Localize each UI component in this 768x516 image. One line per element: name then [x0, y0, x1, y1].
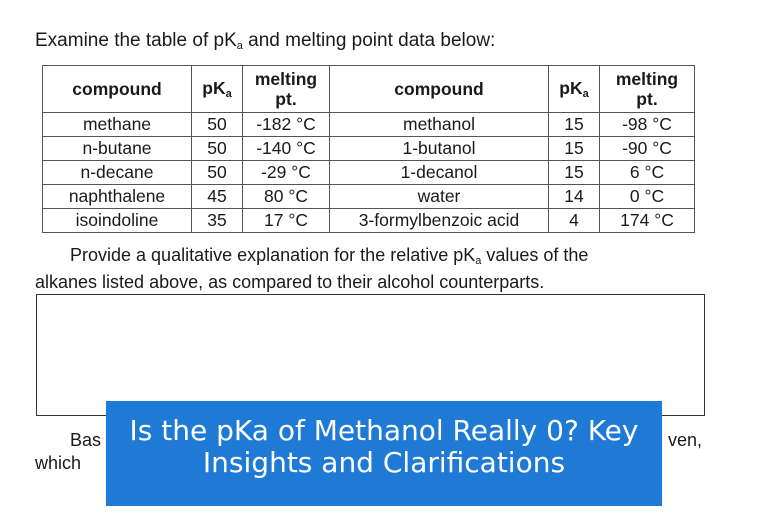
compound-cell: water — [330, 185, 549, 209]
table-header-row — [43, 66, 695, 113]
compound-cell: n-butane — [43, 137, 192, 161]
compound-cell: isoindoline — [43, 209, 192, 233]
partial-text-right-1: ven, — [668, 430, 703, 450]
melting-cell: -98 °C — [600, 113, 695, 137]
pka-cell: 45 — [192, 185, 243, 209]
melting-cell: -182 °C — [243, 113, 330, 137]
table-row — [43, 209, 695, 233]
melting-cell: -29 °C — [243, 161, 330, 185]
table-row — [43, 113, 695, 137]
pka-melting-table — [42, 65, 695, 233]
pka-cell: 50 — [192, 113, 243, 137]
header-compound: compound — [43, 66, 192, 113]
banner-title: Is the pKa of Methanol Really 0? Key Insights and Clarifications — [129, 414, 639, 479]
compound-cell: 1-butanol — [330, 137, 549, 161]
partial-text-left-1: Bas — [70, 430, 102, 450]
header-compound-2: compound — [330, 66, 549, 113]
table-row — [43, 161, 695, 185]
melting-cell: -90 °C — [600, 137, 695, 161]
compound-cell: 3-formylbenzoic acid — [330, 209, 549, 233]
pka-cell: 35 — [192, 209, 243, 233]
pka-cell: 50 — [192, 161, 243, 185]
melting-cell: 17 °C — [243, 209, 330, 233]
pka-cell: 15 — [549, 161, 600, 185]
answer-box[interactable] — [36, 294, 705, 416]
melting-cell: 174 °C — [600, 209, 695, 233]
intro-text: Examine the table of $pK_a$ and melting point data below: — [35, 30, 496, 52]
melting-cell: 0 °C — [600, 185, 695, 209]
table-row — [43, 185, 695, 209]
header-melting-2: melting pt. — [600, 66, 695, 113]
header-melting: melting pt. — [243, 66, 330, 113]
melting-cell: 80 °C — [243, 185, 330, 209]
title-banner — [106, 401, 662, 506]
pka-cell: 14 — [549, 185, 600, 209]
compound-cell: 1-decanol — [330, 161, 549, 185]
pka-cell: 15 — [549, 137, 600, 161]
compound-cell: naphthalene — [43, 185, 192, 209]
partial-text-left-2: which — [35, 453, 82, 473]
compound-cell: n-decane — [43, 161, 192, 185]
question-text: Provide a qualitative explanation for the relative $pK_a$ values of the alkanes listed above, as compared to their alcohol counterparts. — [35, 245, 589, 292]
pka-cell: 4 — [549, 209, 600, 233]
compound-cell: methane — [43, 113, 192, 137]
table-row — [43, 137, 695, 161]
header-pka-2: $pK_a$ — [549, 66, 600, 113]
melting-cell: -140 °C — [243, 137, 330, 161]
pka-cell: 15 — [549, 113, 600, 137]
compound-cell: methanol — [330, 113, 549, 137]
pka-cell: 50 — [192, 137, 243, 161]
header-pka: $pK_a$ — [192, 66, 243, 113]
melting-cell: 6 °C — [600, 161, 695, 185]
